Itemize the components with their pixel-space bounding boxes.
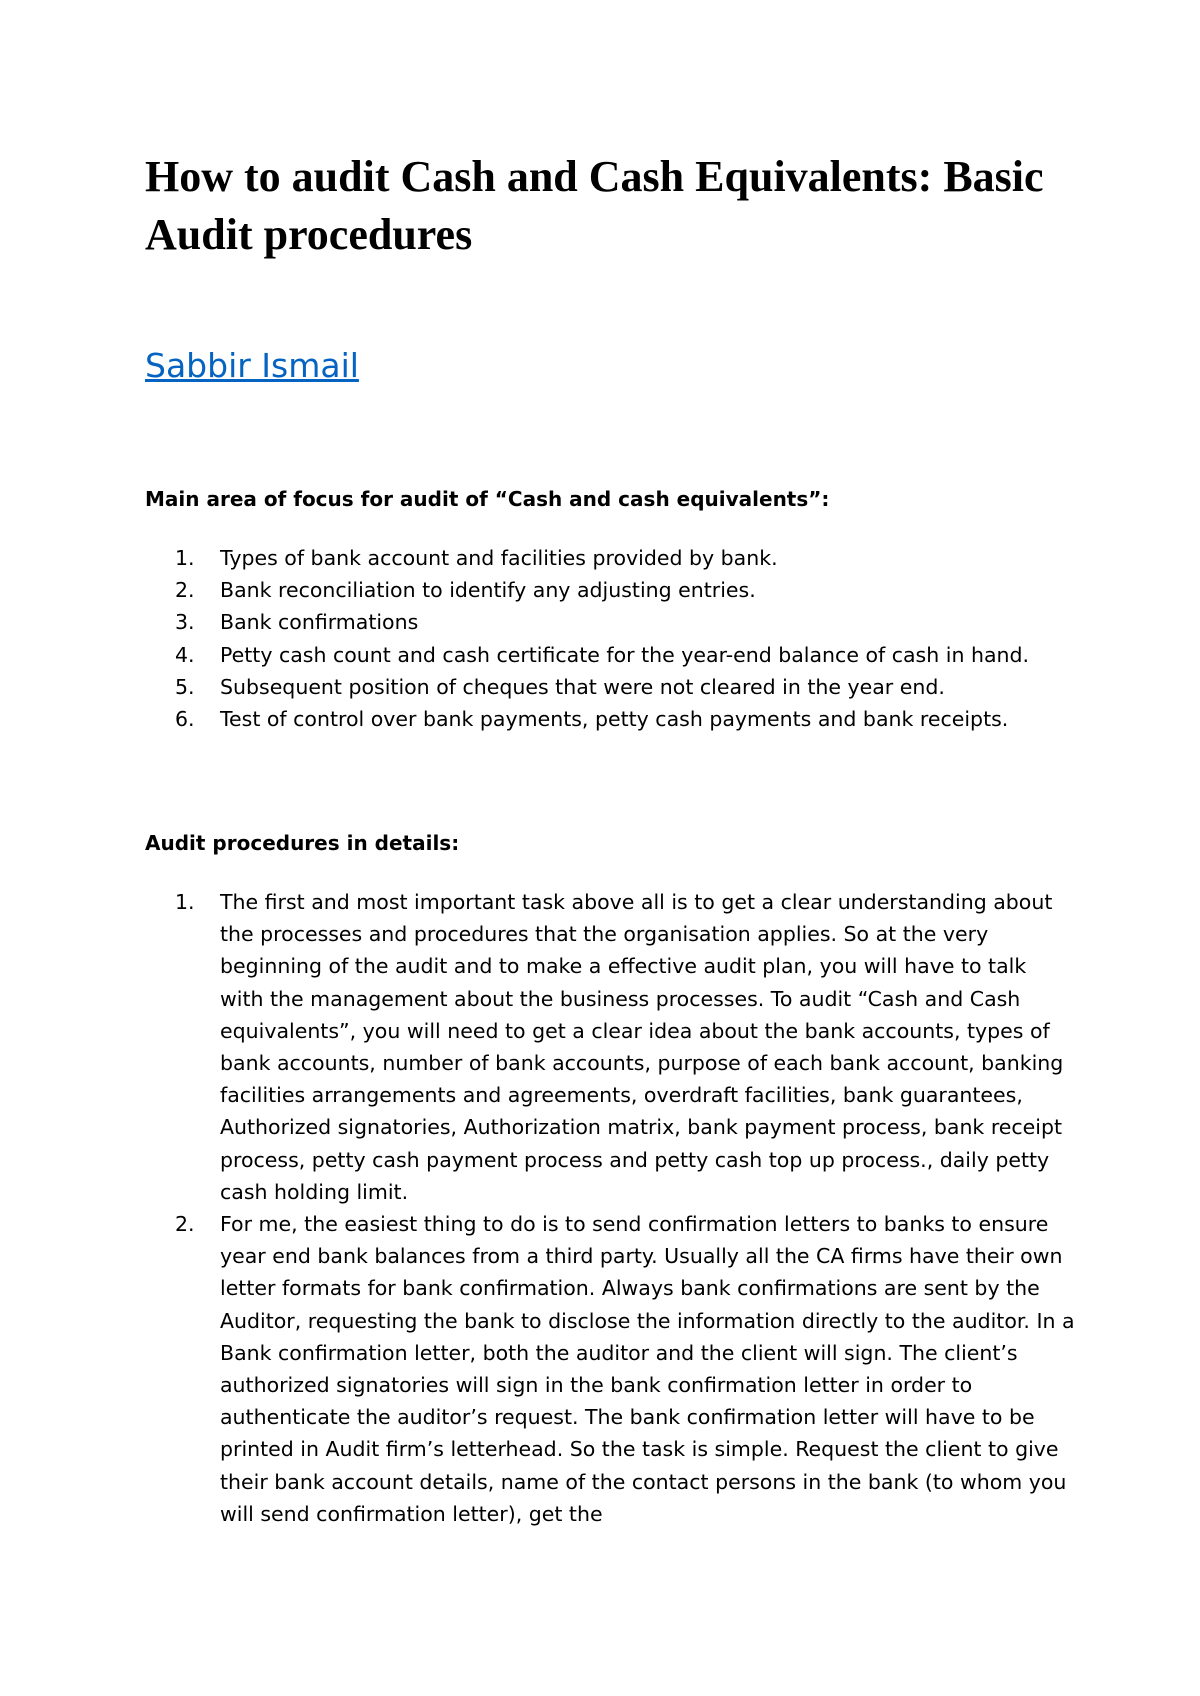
list-number: 1. — [175, 890, 195, 914]
list-item-text: The first and most important task above all is to get a clear understanding about the processes and procedures that the organisation applies. So at the very beginning of the audit and to make a effective audit plan, you will have to talk with the management about the business processes. To audit “Cash and Cash equivalents”, you will need to get a clear idea about the bank accounts, types of bank accounts, number of bank accounts, purpose of each bank account, banking facilities arrangements and agreements, overdraft facilities, bank guarantees, Authorized signatories, Authorization matrix, bank payment process, bank receipt process, petty cash payment process and petty cash top up process., daily petty cash holding limit. — [220, 890, 1064, 1204]
list-item — [145, 1208, 1075, 1530]
list-item — [145, 574, 1075, 606]
procedures-heading: Audit procedures in details: — [145, 831, 460, 855]
list-item-text: For me, the easiest thing to do is to send confirmation letters to banks to ensure year end bank balances from a third party. Usually all the CA firms have their own letter formats for bank confirmation. Always bank confirmations are sent by the Auditor, requesting the bank to disclose the information directly to the auditor. In a Bank confirmation letter, both the auditor and the client will sign. The client’s authorized signatories will sign in the bank confirmation letter in order to authenticate the auditor’s request. The bank confirmation letter will have to be printed in Audit firm’s letterhead. So the task is simple. Request the client to give their bank account details, name of the contact persons in the bank (to whom you will send confirmation letter), get the — [220, 1212, 1075, 1526]
list-number: 2. — [175, 1212, 195, 1237]
list-item — [145, 542, 1075, 574]
list-number: 6. — [175, 707, 195, 732]
list-number: 4. — [175, 642, 195, 667]
list-item-text: Bank confirmations — [220, 610, 419, 635]
list-item-text: Types of bank account and facilities provided by bank. — [220, 546, 778, 570]
focus-list — [145, 542, 1075, 735]
list-item — [145, 671, 1075, 703]
author-link[interactable]: Sabbir Ismail — [145, 346, 359, 385]
list-number: 1. — [175, 546, 195, 570]
list-item-text: Test of control over bank payments, petty cash payments and bank receipts. — [220, 707, 1009, 732]
list-item — [145, 886, 1075, 1208]
list-item — [145, 639, 1075, 671]
procedures-list — [145, 886, 1075, 1530]
list-item — [145, 606, 1075, 638]
list-item-text: Petty cash count and cash certificate for the year-end balance of cash in hand. — [220, 642, 1030, 667]
list-item — [145, 703, 1075, 735]
document-title: How to audit Cash and Cash Equivalents: Basic Audit procedures — [145, 152, 1044, 259]
list-item-text: Subsequent position of cheques that were not cleared in the year end. — [220, 674, 945, 699]
list-number: 5. — [175, 674, 195, 699]
list-number: 2. — [175, 578, 195, 603]
list-number: 3. — [175, 610, 195, 635]
focus-heading: Main area of focus for audit of “Cash and cash equivalents”: — [145, 487, 830, 511]
list-item-text: Bank reconciliation to identify any adjusting entries. — [220, 578, 756, 603]
